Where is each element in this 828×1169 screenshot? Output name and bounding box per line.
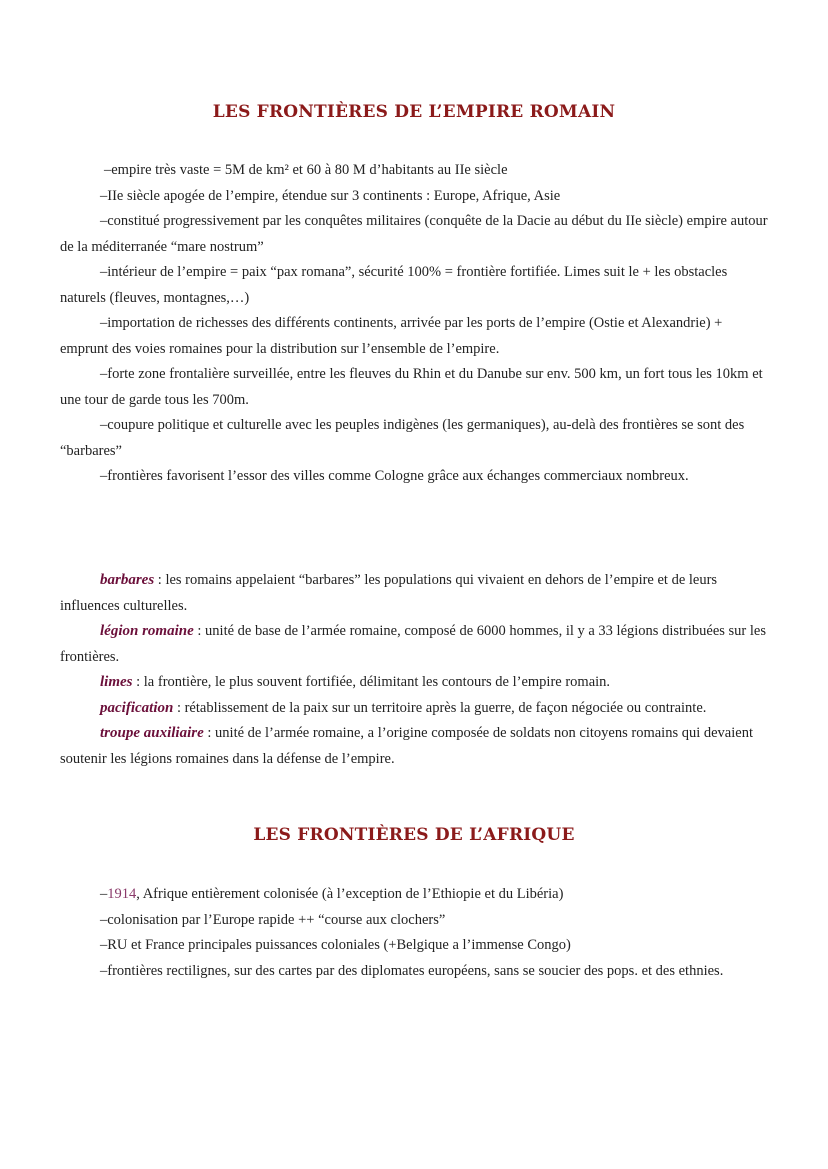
glossary-term: pacification [100,699,174,716]
roman-point: –intérieur de l’empire = paix “pax romana”, sécurité 100% = frontière fortifiée. Limes suit le + les obstacles naturels (fleuves, montagnes,…) [60,264,728,306]
glossary-definition: : les romains appelaient “barbares” les populations qui vivaient en dehors de l’empire et de leurs influences culturelles. [60,572,718,614]
roman-empire-heading: LES FRONTIÈRES DE L’EMPIRE ROMAIN [212,102,616,122]
africa-point-text: , Afrique entièrement colonisée (à l’exception de l’Ethiopie et du Libéria) [136,886,564,902]
glossary-entry [60,721,772,772]
glossary-entry [60,670,772,696]
roman-empire-points [60,158,772,490]
glossary-term: troupe auxiliaire [100,725,204,741]
glossary [60,568,772,772]
africa-point: –frontières rectilignes, sur des cartes par des diplomates européens, sans se soucier des pops. et des ethnies. [100,962,724,979]
glossary-term: limes [100,674,133,690]
roman-point: –coupure politique et culturelle avec les peuples indigènes (les germaniques), au-delà des frontières se sont des “barbares” [60,417,745,459]
roman-point: –constitué progressivement par les conquêtes militaires (conquête de la Dacie au début du IIe siècle) empire autour de la méditerranée “mare nostrum” [60,213,768,255]
africa-heading: LES FRONTIÈRES DE L’AFRIQUE [253,825,575,845]
africa-point: –colonisation par l’Europe rapide ++ “course aux clochers” [100,911,446,928]
glossary-entry [60,696,772,722]
roman-point: –forte zone frontalière surveillée, entre les fleuves du Rhin et du Danube sur env. 500 km, un fort tous les 10km et une tour de garde tous les 700m. [60,366,763,408]
glossary-definition: : rétablissement de la paix sur un territoire après la guerre, de façon négociée ou contrainte. [173,699,707,716]
roman-point: –importation de richesses des différents continents, arrivée par les ports de l’empire (Ostie et Alexandrie) + emprunt des voies romaines pour la distribution sur l’ensemble de l’empire. [60,315,723,357]
africa-point-prefix: – [100,886,108,902]
africa-points [60,882,772,984]
glossary-definition: : unité de l’armée romaine, a l’origine composée de soldats non citoyens romains qui devaient soutenir les légions romaines dans la défense de l’empire. [60,725,753,767]
roman-point: –frontières favorisent l’essor des villes comme Cologne grâce aux échanges commerciaux nombreux. [100,468,689,484]
date-1914: 1914 [107,886,137,902]
glossary-entry [60,568,772,619]
glossary-term: légion romaine [100,623,194,639]
roman-point: –empire très vaste = 5M de km² et 60 à 80 M d’habitants au IIe siècle [104,162,508,178]
roman-point: –IIe siècle apogée de l’empire, étendue sur 3 continents : Europe, Afrique, Asie [100,187,561,204]
glossary-term: barbares [100,572,155,588]
glossary-entry [60,619,772,670]
glossary-definition: : la frontière, le plus souvent fortifiée, délimitant les contours de l’empire romain. [132,674,611,690]
africa-point [60,882,772,908]
africa-point: –RU et France principales puissances coloniales (+Belgique a l’immense Congo) [100,937,571,953]
glossary-definition: : unité de base de l’armée romaine, composé de 6000 hommes, il y a 33 légions distribuées sur les frontières. [60,623,766,665]
